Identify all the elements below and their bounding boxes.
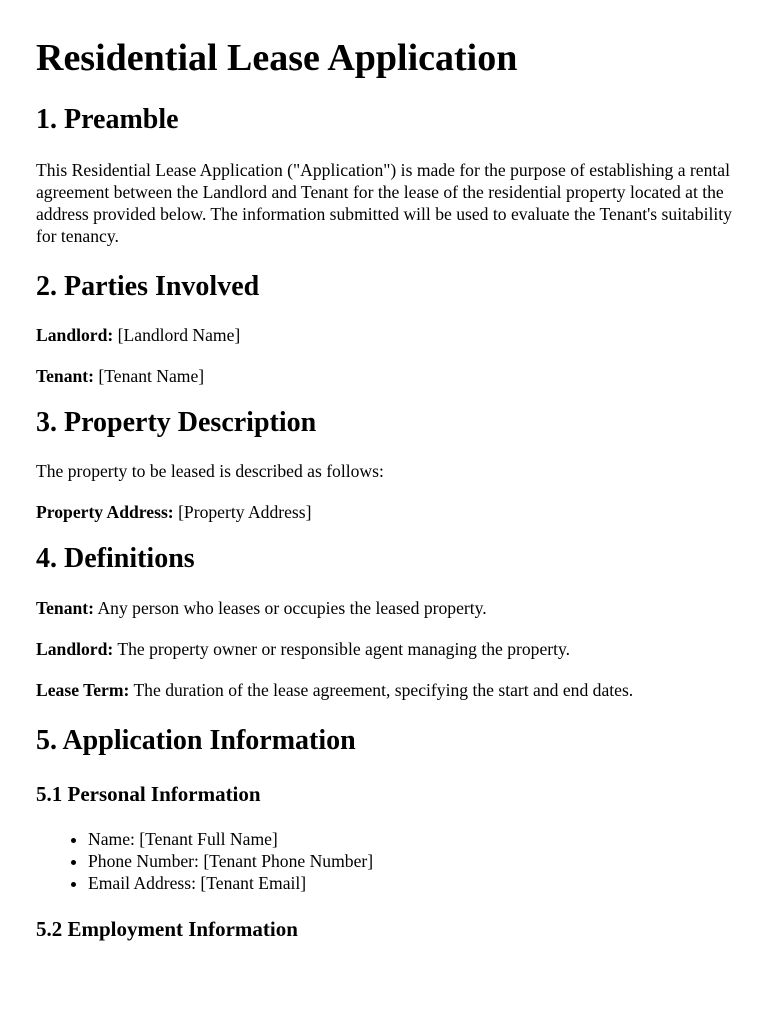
section-heading-property: 3. Property Description [36,407,317,438]
subsection-heading-employment: 5.2 Employment Information [36,917,298,941]
section-heading-preamble: 1. Preamble [36,104,179,135]
list-item: • Email Address: [Tenant Email] [88,872,734,894]
definition-lease-term [36,679,734,701]
personal-info-list [36,828,734,894]
section-heading-definitions: 4. Definitions [36,543,195,574]
landlord-value: [Landlord Name] [117,325,241,345]
definition-tenant [36,597,734,619]
definition-term: Tenant: [36,598,95,618]
section-heading-parties: 2. Parties Involved [36,271,260,302]
list-item: • Phone Number: [Tenant Phone Number] [88,850,734,872]
landlord-line [36,324,734,346]
tenant-label: Tenant: [36,366,95,386]
landlord-label: Landlord: [36,325,114,345]
definition-text: The property owner or responsible agent managing the property. [117,639,571,659]
subsection-heading-personal: 5.1 Personal Information [36,782,261,806]
tenant-line [36,365,734,387]
property-address-label: Property Address: [36,502,174,522]
property-address-value: [Property Address] [178,502,312,522]
property-address-line [36,501,734,523]
preamble-paragraph: This Residential Lease Application ("Application") is made for the purpose of establishing a rental agreement between the Landlord and Tenant for the lease of the residential property located at the address provided below. The information submitted will be used to evaluate the Tenant's suitability for tenancy. [36,160,732,246]
document-title: Residential Lease Application [36,37,518,79]
property-intro: The property to be leased is described as follows: [36,461,384,481]
tenant-value: [Tenant Name] [98,366,205,386]
definition-term: Lease Term: [36,680,130,700]
definition-text: Any person who leases or occupies the leased property. [97,598,487,618]
definition-term: Landlord: [36,639,114,659]
list-item: • Name: [Tenant Full Name] [88,828,734,850]
definition-landlord [36,638,734,660]
definition-text: The duration of the lease agreement, specifying the start and end dates. [133,680,634,700]
section-heading-application: 5. Application Information [36,725,356,756]
